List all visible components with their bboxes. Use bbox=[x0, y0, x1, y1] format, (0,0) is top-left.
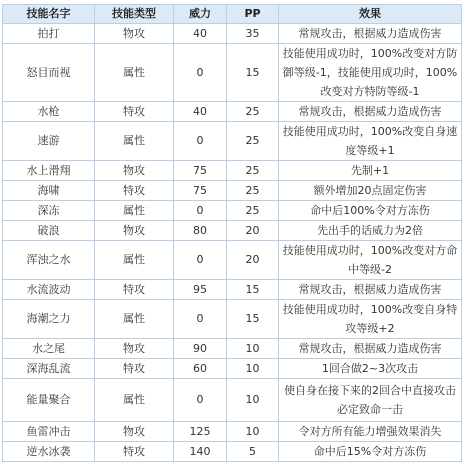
skill-type-cell: 物攻 bbox=[95, 422, 174, 442]
skill-name-cell: 鱼雷冲击 bbox=[3, 422, 95, 442]
skill-name-cell: 深冻 bbox=[3, 201, 95, 221]
table-row bbox=[3, 442, 462, 462]
skill-type-cell: 特攻 bbox=[95, 102, 174, 122]
table-row bbox=[3, 359, 462, 379]
power-cell: 0 bbox=[174, 201, 227, 221]
skill-name-cell: 海啸 bbox=[3, 181, 95, 201]
power-cell: 80 bbox=[174, 221, 227, 241]
pp-cell: 20 bbox=[227, 241, 279, 280]
header-pp: PP bbox=[227, 5, 279, 24]
effect-cell: 常规攻击，根据威力造成伤害 bbox=[279, 24, 462, 44]
table-row bbox=[3, 181, 462, 201]
skill-name-cell: 破浪 bbox=[3, 221, 95, 241]
skill-table-container bbox=[2, 4, 462, 462]
skill-name-cell: 深海乱流 bbox=[3, 359, 95, 379]
skill-type-cell: 属性 bbox=[95, 300, 174, 339]
power-cell: 0 bbox=[174, 241, 227, 280]
pp-cell: 15 bbox=[227, 280, 279, 300]
table-row bbox=[3, 339, 462, 359]
table-row bbox=[3, 422, 462, 442]
pp-cell: 5 bbox=[227, 442, 279, 462]
skill-table bbox=[2, 4, 462, 462]
table-header-row bbox=[3, 5, 462, 24]
skill-name-cell: 水上滑翔 bbox=[3, 161, 95, 181]
effect-cell: 常规攻击，根据威力造成伤害 bbox=[279, 339, 462, 359]
power-cell: 0 bbox=[174, 300, 227, 339]
effect-cell: 技能使用成功时，100%改变自身特攻等级+2 bbox=[279, 300, 462, 339]
pp-cell: 10 bbox=[227, 359, 279, 379]
power-cell: 125 bbox=[174, 422, 227, 442]
pp-cell: 25 bbox=[227, 122, 279, 161]
power-cell: 140 bbox=[174, 442, 227, 462]
skill-name-cell: 怒目而视 bbox=[3, 44, 95, 102]
power-cell: 90 bbox=[174, 339, 227, 359]
skill-name-cell: 海潮之力 bbox=[3, 300, 95, 339]
table-row bbox=[3, 280, 462, 300]
power-cell: 75 bbox=[174, 181, 227, 201]
pp-cell: 20 bbox=[227, 221, 279, 241]
skill-type-cell: 属性 bbox=[95, 44, 174, 102]
power-cell: 40 bbox=[174, 102, 227, 122]
skill-type-cell: 特攻 bbox=[95, 280, 174, 300]
skill-name-cell: 能量聚合 bbox=[3, 379, 95, 422]
effect-cell: 技能使用成功时，100%改变自身速度等级+1 bbox=[279, 122, 462, 161]
effect-cell: 常规攻击，根据威力造成伤害 bbox=[279, 280, 462, 300]
power-cell: 0 bbox=[174, 379, 227, 422]
power-cell: 60 bbox=[174, 359, 227, 379]
skill-name-cell: 逆水冰袭 bbox=[3, 442, 95, 462]
skill-type-cell: 物攻 bbox=[95, 221, 174, 241]
table-row bbox=[3, 161, 462, 181]
table-row bbox=[3, 221, 462, 241]
effect-cell: 额外增加20点固定伤害 bbox=[279, 181, 462, 201]
effect-cell: 技能使用成功时，100%改变对方防御等级-1，技能使用成功时，100%改变对方特防等级-1 bbox=[279, 44, 462, 102]
header-skill-name: 技能名字 bbox=[3, 5, 95, 24]
skill-type-cell: 属性 bbox=[95, 201, 174, 221]
skill-name-cell: 浑浊之水 bbox=[3, 241, 95, 280]
header-skill-type: 技能类型 bbox=[95, 5, 174, 24]
pp-cell: 25 bbox=[227, 181, 279, 201]
table-row bbox=[3, 102, 462, 122]
pp-cell: 10 bbox=[227, 339, 279, 359]
skill-name-cell: 拍打 bbox=[3, 24, 95, 44]
effect-cell: 命中后100%令对方冻伤 bbox=[279, 201, 462, 221]
table-row bbox=[3, 300, 462, 339]
effect-cell: 先制+1 bbox=[279, 161, 462, 181]
table-row bbox=[3, 379, 462, 422]
skill-type-cell: 特攻 bbox=[95, 181, 174, 201]
pp-cell: 25 bbox=[227, 161, 279, 181]
effect-cell: 命中后15%令对方冻伤 bbox=[279, 442, 462, 462]
header-power: 威力 bbox=[174, 5, 227, 24]
table-row bbox=[3, 241, 462, 280]
effect-cell: 先出手的话威力为2倍 bbox=[279, 221, 462, 241]
effect-cell: 常规攻击，根据威力造成伤害 bbox=[279, 102, 462, 122]
skill-type-cell: 物攻 bbox=[95, 339, 174, 359]
table-row bbox=[3, 122, 462, 161]
header-effect: 效果 bbox=[279, 5, 462, 24]
skill-type-cell: 物攻 bbox=[95, 24, 174, 44]
power-cell: 0 bbox=[174, 44, 227, 102]
skill-type-cell: 特攻 bbox=[95, 359, 174, 379]
skill-name-cell: 水枪 bbox=[3, 102, 95, 122]
pp-cell: 15 bbox=[227, 300, 279, 339]
skill-name-cell: 水之尾 bbox=[3, 339, 95, 359]
power-cell: 75 bbox=[174, 161, 227, 181]
skill-type-cell: 属性 bbox=[95, 122, 174, 161]
effect-cell: 技能使用成功时，100%改变对方命中等级-2 bbox=[279, 241, 462, 280]
table-row bbox=[3, 44, 462, 102]
power-cell: 40 bbox=[174, 24, 227, 44]
effect-cell: 令对方所有能力增强效果消失 bbox=[279, 422, 462, 442]
skill-name-cell: 水流波动 bbox=[3, 280, 95, 300]
table-row bbox=[3, 24, 462, 44]
table-row bbox=[3, 201, 462, 221]
skill-type-cell: 属性 bbox=[95, 379, 174, 422]
effect-cell: 1回合做2~3次攻击 bbox=[279, 359, 462, 379]
power-cell: 0 bbox=[174, 122, 227, 161]
pp-cell: 25 bbox=[227, 201, 279, 221]
effect-cell: 使自身在接下来的2回合中直接攻击必定致命一击 bbox=[279, 379, 462, 422]
skill-type-cell: 特攻 bbox=[95, 442, 174, 462]
skill-name-cell: 速游 bbox=[3, 122, 95, 161]
pp-cell: 25 bbox=[227, 102, 279, 122]
skill-type-cell: 物攻 bbox=[95, 161, 174, 181]
skill-type-cell: 属性 bbox=[95, 241, 174, 280]
power-cell: 95 bbox=[174, 280, 227, 300]
pp-cell: 15 bbox=[227, 44, 279, 102]
pp-cell: 10 bbox=[227, 422, 279, 442]
pp-cell: 35 bbox=[227, 24, 279, 44]
pp-cell: 10 bbox=[227, 379, 279, 422]
